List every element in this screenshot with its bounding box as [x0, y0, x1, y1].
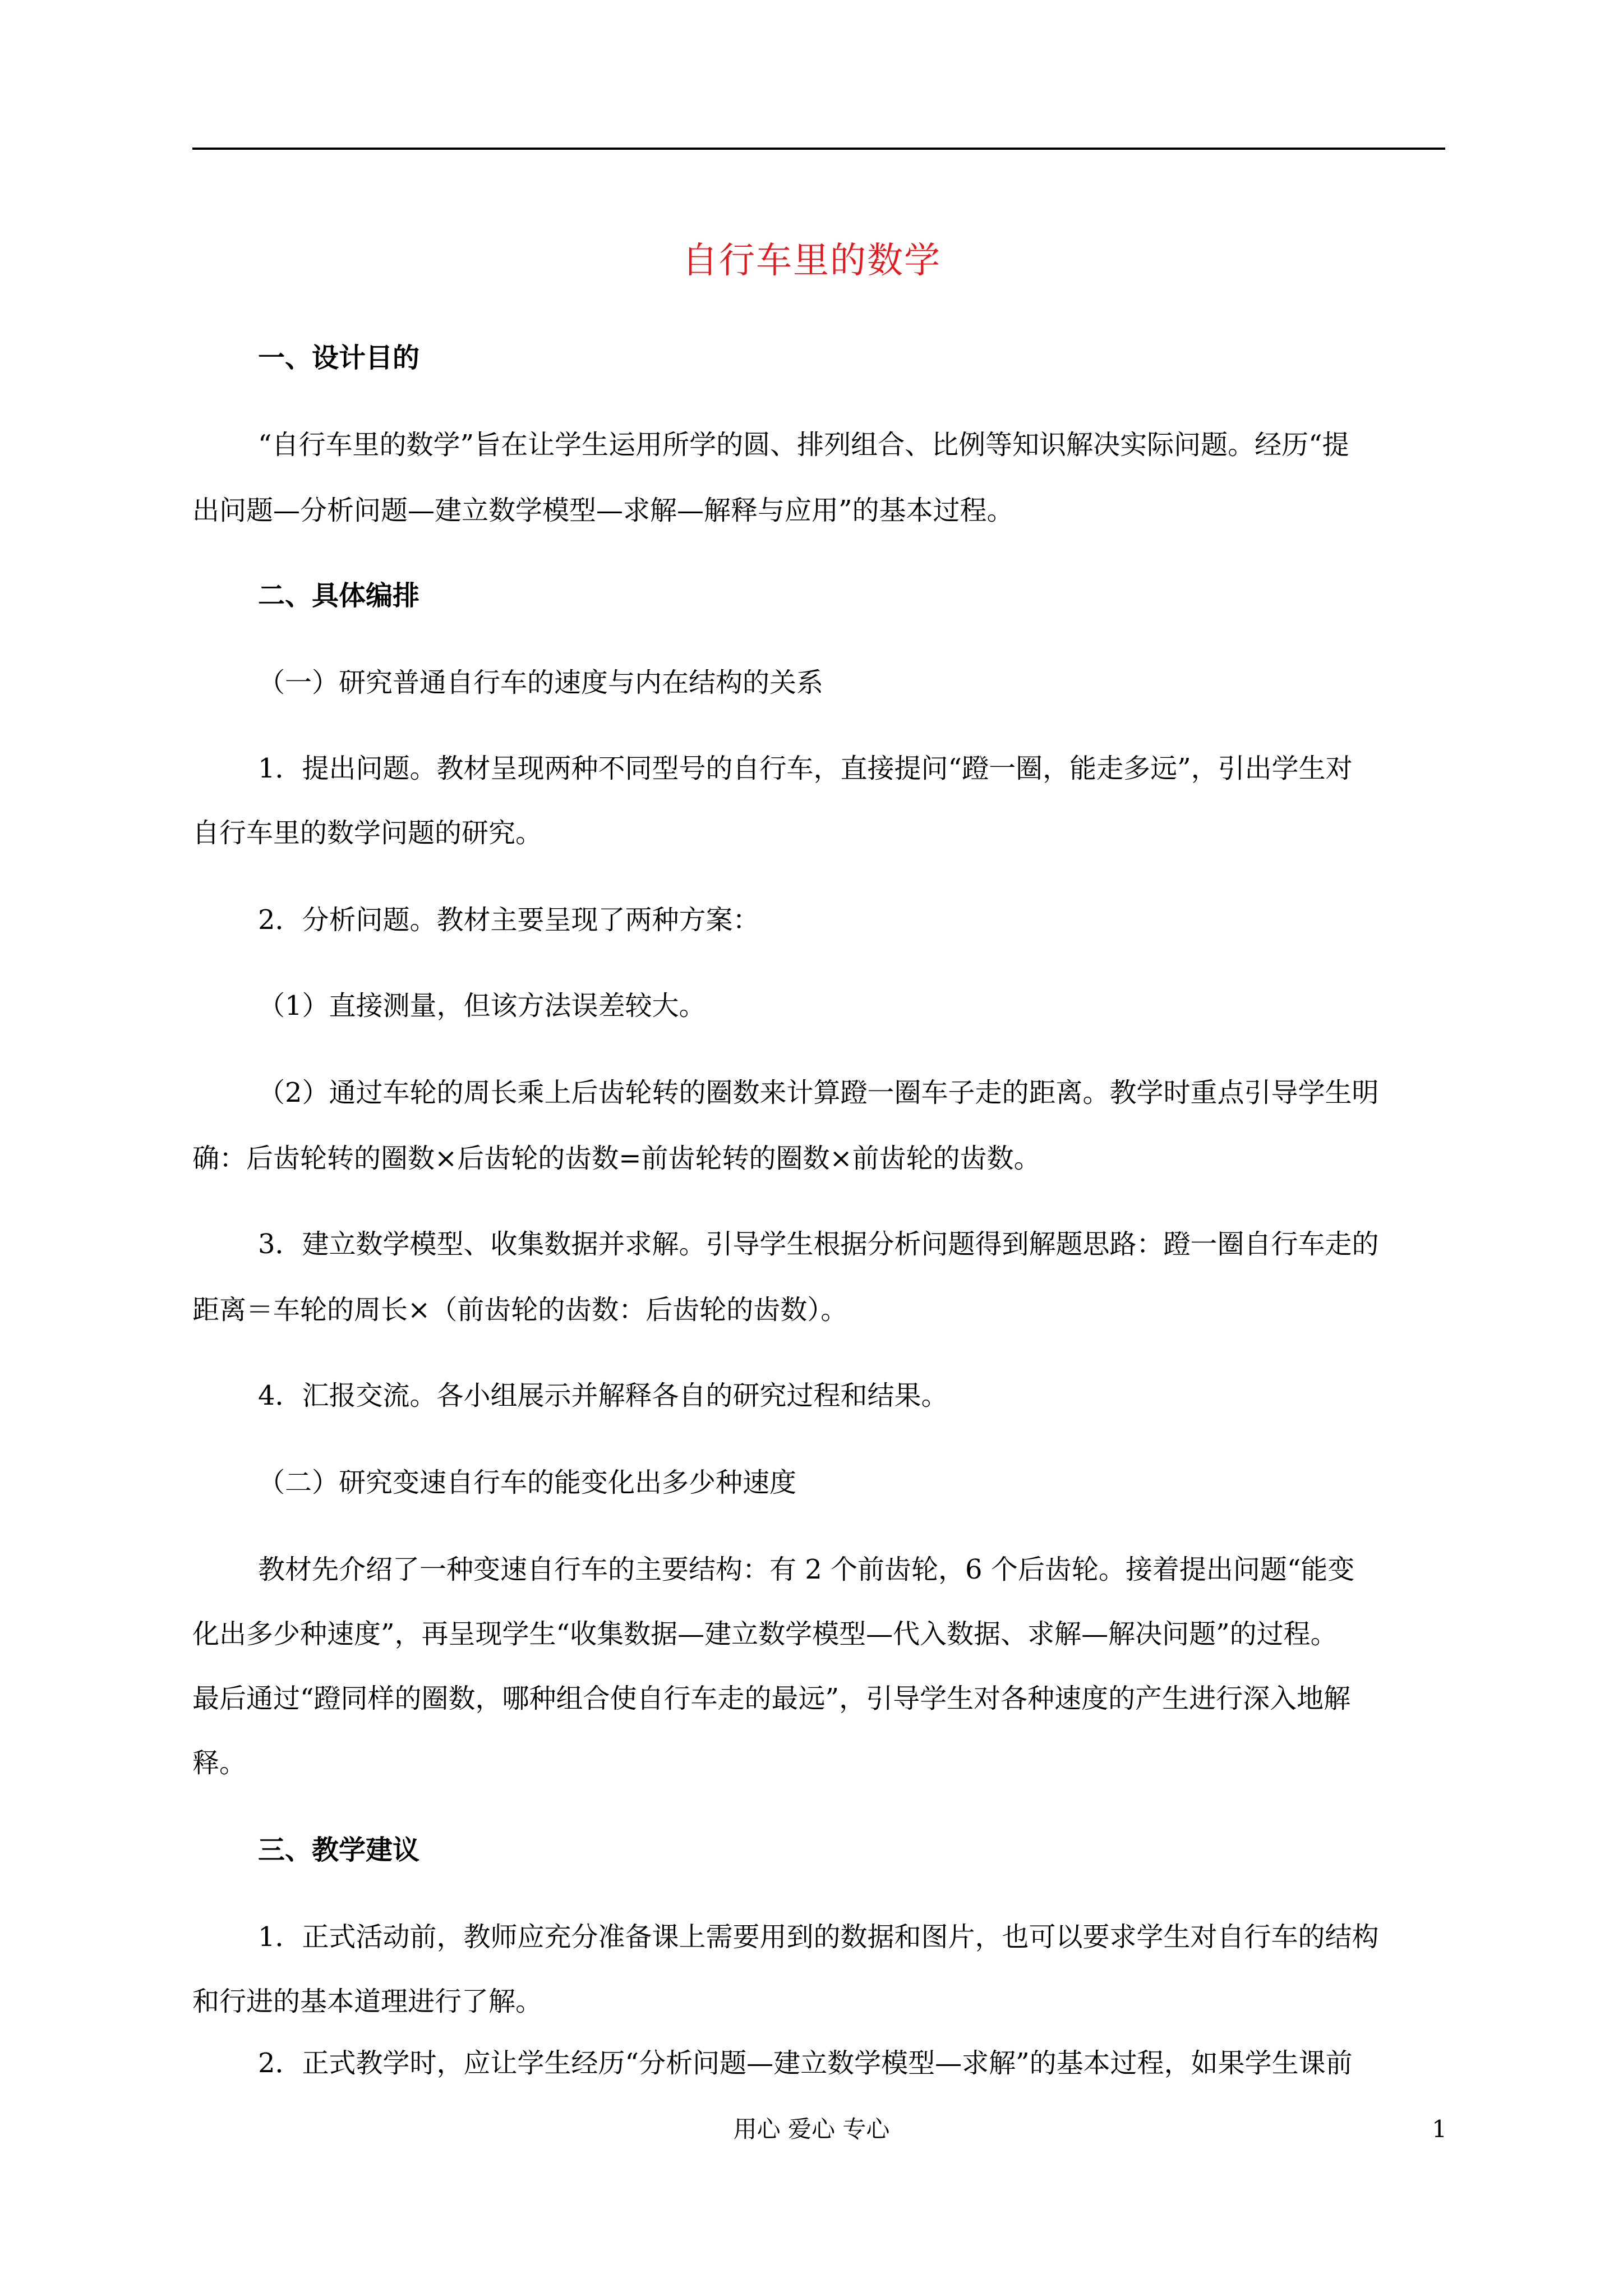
- paragraph-line: 4．汇报交流。各小组展示并解释各自的研究过程和结果。: [258, 1380, 948, 1411]
- subsection-heading-2: （二）研究变速自行车的能变化出多少种速度: [258, 1467, 797, 1498]
- paragraph-line: 2．分析问题。教材主要呈现了两种方案：: [258, 904, 760, 936]
- paragraph-line: 释。: [192, 1747, 247, 1779]
- section-heading-2: 二、具体编排: [258, 580, 420, 611]
- document-title: 自行车里的数学: [682, 240, 941, 282]
- subsection-heading-1: （一）研究普通自行车的速度与内在结构的关系: [258, 667, 824, 698]
- paragraph-line: 教材先介绍了一种变速自行车的主要结构：有 2 个前齿轮，6 个后齿轮。接着提出问题“能变: [258, 1554, 1355, 1585]
- paragraph-line: 化出多少种速度”，再呈现学生“收集数据—建立数学模型—代入数据、求解—解决问题”的过程。: [192, 1618, 1338, 1650]
- paragraph-line: 出问题—分析问题—建立数学模型—求解—解释与应用”的基本过程。: [192, 495, 1014, 526]
- page-number: 1: [1432, 2115, 1447, 2143]
- paragraph-line: “自行车里的数学”旨在让学生运用所学的圆、排列组合、比例等知识解决实际问题。经历“提: [258, 429, 1349, 461]
- section-heading-3: 三、教学建议: [258, 1834, 420, 1866]
- paragraph-line: 和行进的基本道理进行了解。: [192, 1986, 543, 2017]
- header-rule: [192, 148, 1445, 150]
- paragraph-line: 3．建立数学模型、收集数据并求解。引导学生根据分析问题得到解题思路：蹬一圈自行车走的: [258, 1228, 1379, 1260]
- paragraph-line: （1）直接测量，但该方法误差较大。: [258, 990, 706, 1022]
- footer-motto: 用心 爱心 专心: [733, 2115, 890, 2143]
- paragraph-line: 最后通过“蹬同样的圈数，哪种组合使自行车走的最远”，引导学生对各种速度的产生进行深入地解: [192, 1683, 1351, 1714]
- paragraph-line: 确：后齿轮转的圈数×后齿轮的齿数=前齿轮转的圈数×前齿轮的齿数。: [192, 1143, 1041, 1174]
- paragraph-line: 距离＝车轮的周长×（前齿轮的齿数：后齿轮的齿数）。: [192, 1294, 848, 1326]
- paragraph-line: 自行车里的数学问题的研究。: [192, 817, 543, 849]
- paragraph-line: 1．提出问题。教材呈现两种不同型号的自行车，直接提问“蹬一圈，能走多远”，引出学生对: [258, 753, 1353, 784]
- section-heading-1: 一、设计目的: [258, 342, 420, 374]
- paragraph-line: （2）通过车轮的周长乘上后齿轮转的圈数来计算蹬一圈车子走的距离。教学时重点引导学生明: [258, 1077, 1379, 1108]
- paragraph-line: 2．正式教学时，应让学生经历“分析问题—建立数学模型—求解”的基本过程，如果学生课前: [258, 2047, 1353, 2079]
- paragraph-line: 1．正式活动前，教师应充分准备课上需要用到的数据和图片，也可以要求学生对自行车的结构: [258, 1921, 1379, 1953]
